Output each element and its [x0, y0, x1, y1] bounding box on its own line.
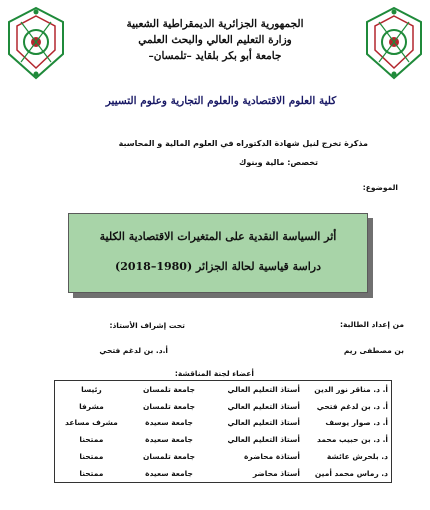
- member-name: أ. د. بن لدغم فتحي: [316, 401, 388, 411]
- table-row: [55, 465, 392, 482]
- thesis-title-line1: أثر السياسة النقدية على المتغيرات الاقتصادية الكلية: [99, 230, 337, 243]
- member-rank: أستاذ محاضر: [252, 468, 300, 478]
- member-university: جامعة سعيدة: [145, 418, 193, 428]
- table-row: [55, 448, 392, 465]
- member-rank: أستاذ التعليم العالي: [227, 401, 300, 411]
- member-role: رئيسا: [81, 384, 102, 394]
- topic-label: الموضوع:: [362, 183, 398, 192]
- member-name: د. بلحرش عائشة: [326, 452, 388, 462]
- thesis-title-box: [68, 213, 368, 293]
- member-rank: أستاذ التعليم العالي: [227, 435, 300, 445]
- university-name: جامعة أبو بكر بلقايد –تلمسان–: [148, 50, 282, 62]
- member-role: ممتحنا: [79, 468, 104, 478]
- supervisor-label: تحت إشراف الأستاذ:: [109, 321, 185, 330]
- member-university: جامعة تلمسان: [143, 384, 196, 394]
- table-row: [55, 415, 392, 432]
- table-row: [55, 381, 392, 398]
- member-university: جامعة تلمسان: [143, 401, 196, 411]
- faculty-name: كلية العلوم الاقتصادية والعلوم التجارية وعلوم التسيير: [105, 95, 337, 107]
- member-role: ممتحنا: [79, 452, 104, 462]
- committee-table: [54, 380, 392, 483]
- committee-label: أعضاء لجنة المناقشة:: [174, 369, 254, 378]
- university-emblem-icon: [3, 6, 69, 80]
- student-name: بن مصطفى ريم: [343, 346, 404, 355]
- republic-name: الجمهورية الجزائرية الديمقراطية الشعبية: [126, 18, 304, 30]
- member-name: أ. د. صوار يوسف: [325, 418, 388, 428]
- member-name: د. رماس محمد أمين: [314, 468, 388, 478]
- member-university: جامعة سعيدة: [145, 435, 193, 445]
- member-role: مشرفا: [79, 401, 104, 411]
- member-role: مشرف مساعد: [65, 418, 118, 428]
- member-rank: أستاذ التعليم العالي: [227, 384, 300, 394]
- specialization: تخصص: مالية وبنوك: [238, 158, 318, 167]
- member-name: أ. د. بن حبيب محمد: [316, 435, 388, 445]
- table-row: [55, 398, 392, 415]
- university-emblem-icon: [361, 6, 427, 80]
- member-role: ممتحنا: [79, 435, 104, 445]
- member-university: جامعة تلمسان: [143, 452, 196, 462]
- member-rank: أستاذة محاضرة: [244, 452, 300, 462]
- member-rank: أستاذ التعليم العالي: [227, 418, 300, 428]
- student-label: من إعداد الطالبة:: [340, 320, 404, 329]
- memo-description: مذكرة تخرج لنيل شهادة الدكتوراه في العلوم المالية و المحاسبة: [118, 139, 368, 148]
- member-university: جامعة سعيدة: [145, 468, 193, 478]
- institution-header: [70, 16, 360, 64]
- supervisor-name: أ.د. بن لدغم فتحي: [99, 346, 168, 355]
- ministry-name: وزارة التعليم العالي والبحث العلمي: [138, 34, 292, 46]
- member-name: أ. د. مناقر نور الدين: [314, 384, 388, 394]
- thesis-title-line2: دراسة قياسية لحالة الجزائر (1980–2018): [114, 260, 322, 273]
- table-row: [55, 431, 392, 448]
